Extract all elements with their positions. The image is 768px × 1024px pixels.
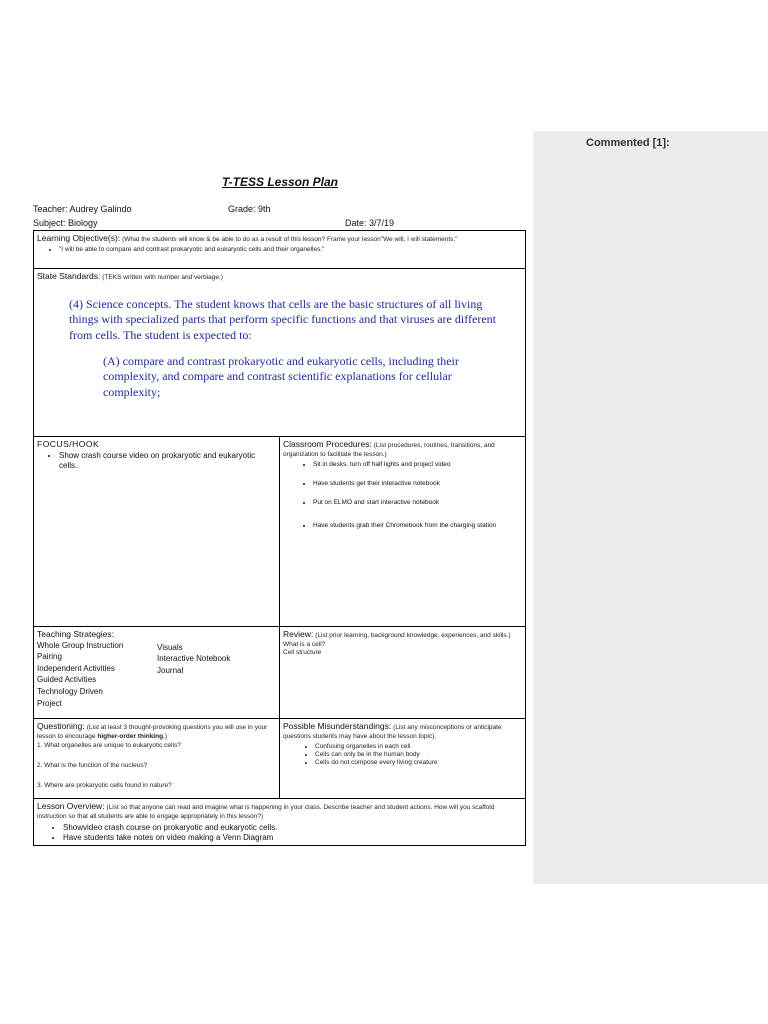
- misunderstandings-cell: [280, 719, 526, 799]
- questioning-hint: (List at least 3 thought-provoking questions you will use in your lesson to encourage higher-order thinking.): [37, 724, 268, 740]
- review-label: Review:: [283, 629, 314, 639]
- procedure-item: • Have students get their interactive notebook: [313, 480, 522, 488]
- learning-objective-cell: [34, 231, 526, 269]
- question-item: 2. What is the function of the nucleus?: [37, 761, 148, 769]
- strategy-item: Visuals: [157, 642, 183, 652]
- procedure-item: • Have students grab their Chromebook from the charging station: [313, 518, 522, 535]
- strategy-item: Journal: [157, 665, 184, 675]
- learning-objective-label: Learning Objective(s):: [37, 233, 121, 243]
- learning-objective-bullet: • "I will be able to compare and contrast prokaryotic and eukaryotic cells and their organelles.": [59, 246, 522, 254]
- strategy-item: Interactive Notebook: [157, 654, 231, 664]
- strategy-item: Project: [37, 698, 62, 708]
- strategy-item: Technology Driven: [37, 687, 103, 696]
- page-title: T-TESS Lesson Plan: [221, 175, 339, 189]
- procedure-item: • Put on ELMO and start interactive notebook: [313, 499, 522, 507]
- subject-line: Subject: Biology: [33, 218, 98, 228]
- question-item: 1. What organelles are unique to eukaryotic cells?: [37, 741, 181, 749]
- overview-item: • Have students take notes on video making a Venn Diagram: [63, 833, 522, 843]
- lesson-plan-table: [33, 230, 526, 846]
- question-item: 3. Where are prokaryotic cells found in nature?: [37, 781, 172, 789]
- strategy-item: Whole Group Instruction: [37, 640, 124, 650]
- misunderstanding-item: • Confusing organelles in each cell: [315, 743, 522, 751]
- misunderstanding-item: • Cells do not compose every living creature: [315, 759, 522, 767]
- teaching-strategies-label: Teaching Strategies:: [37, 629, 115, 639]
- overview-item: • Showvideo crash course on prokaryotic and eukaryotic cells.: [63, 823, 522, 833]
- strategy-item: Independent Activities: [37, 663, 115, 673]
- review-line: What is a cell?: [283, 640, 326, 648]
- review-cell: [280, 627, 526, 719]
- lesson-overview-cell: [34, 799, 526, 846]
- misunderstanding-item: • Cells can only be in the human body: [315, 751, 522, 759]
- comment-band[interactable]: [533, 131, 768, 884]
- teaching-strategies-cell: [34, 627, 280, 719]
- classroom-procedures-cell: [280, 437, 526, 627]
- learning-objective-hint: (What the students will know & be able to do as a result of this lesson? Frame your lesson"We will, I will statements.": [122, 236, 458, 243]
- questioning-cell: [34, 719, 280, 799]
- review-hint: (List prior learning, background knowledge, experiences, and skills.): [315, 632, 511, 639]
- misunderstandings-hint: (List any misconceptions or anticipate questions students may have about the lesson topic).: [283, 724, 502, 740]
- classroom-procedures-hint: (List procedures, routines, transitions, and organization to facilitate the lesson.): [283, 442, 495, 458]
- state-standards-cell: State Standards: (TEKS written with number and verbiage.) (4) Science concepts. The student knows that cells are the basic structures of all living things with specialized parts that perform specific functions and that viruses are different from cells. The student is expected to: (A) compare and contrast prokaryotic and eukaryotic cells, including their complexity, and compare and contrast scientific explanations for cellular complexity;: [34, 269, 526, 437]
- standard-paragraph-2: (A) compare and contrast prokaryotic and eukaryotic cells, including their complexity, and compare and contrast scientific explanations for cellular complexity;: [103, 353, 459, 399]
- focus-hook-bullet: • Show crash course video on prokaryotic and eukaryotic cells.: [59, 451, 266, 471]
- questioning-label: Questioning:: [37, 721, 85, 731]
- misunderstandings-label: Possible Misunderstandings:: [283, 721, 392, 731]
- classroom-procedures-label: Classroom Procedures:: [283, 439, 372, 449]
- grade-line: Grade: 9th: [228, 204, 271, 214]
- strategy-item: Guided Activities: [37, 675, 97, 685]
- state-standards-hint: (TEKS written with number and verbiage.): [102, 274, 223, 281]
- strategy-item: Pairing: [37, 652, 62, 662]
- date-line: Date: 3/7/19: [345, 218, 395, 228]
- review-line: Cell structure: [283, 648, 322, 656]
- focus-hook-label: FOCUS/HOOK: [37, 439, 100, 449]
- state-standards-label: State Standards: [37, 271, 98, 281]
- teacher-line: Teacher: Audrey Galindo: [33, 204, 132, 214]
- comment-header: Commented [1]:: [586, 137, 670, 149]
- lesson-overview-hint: (List so that anyone can read and imagine what is happening in your class. Describe teacher and student actions. How will you scaffold instruction so that all students are able to engage appropriately in this lesson?): [37, 804, 495, 820]
- focus-hook-cell: [34, 437, 280, 627]
- lesson-overview-label: Lesson Overview:: [37, 801, 105, 811]
- standard-paragraph-1: (4) Science concepts. The student knows that cells are the basic structures of all living things with specialized parts that perform specific functions and that viruses are different from cells. The student is expected to:: [69, 296, 496, 342]
- procedure-item: • Sit in desks, turn off half lights and project video: [313, 461, 522, 469]
